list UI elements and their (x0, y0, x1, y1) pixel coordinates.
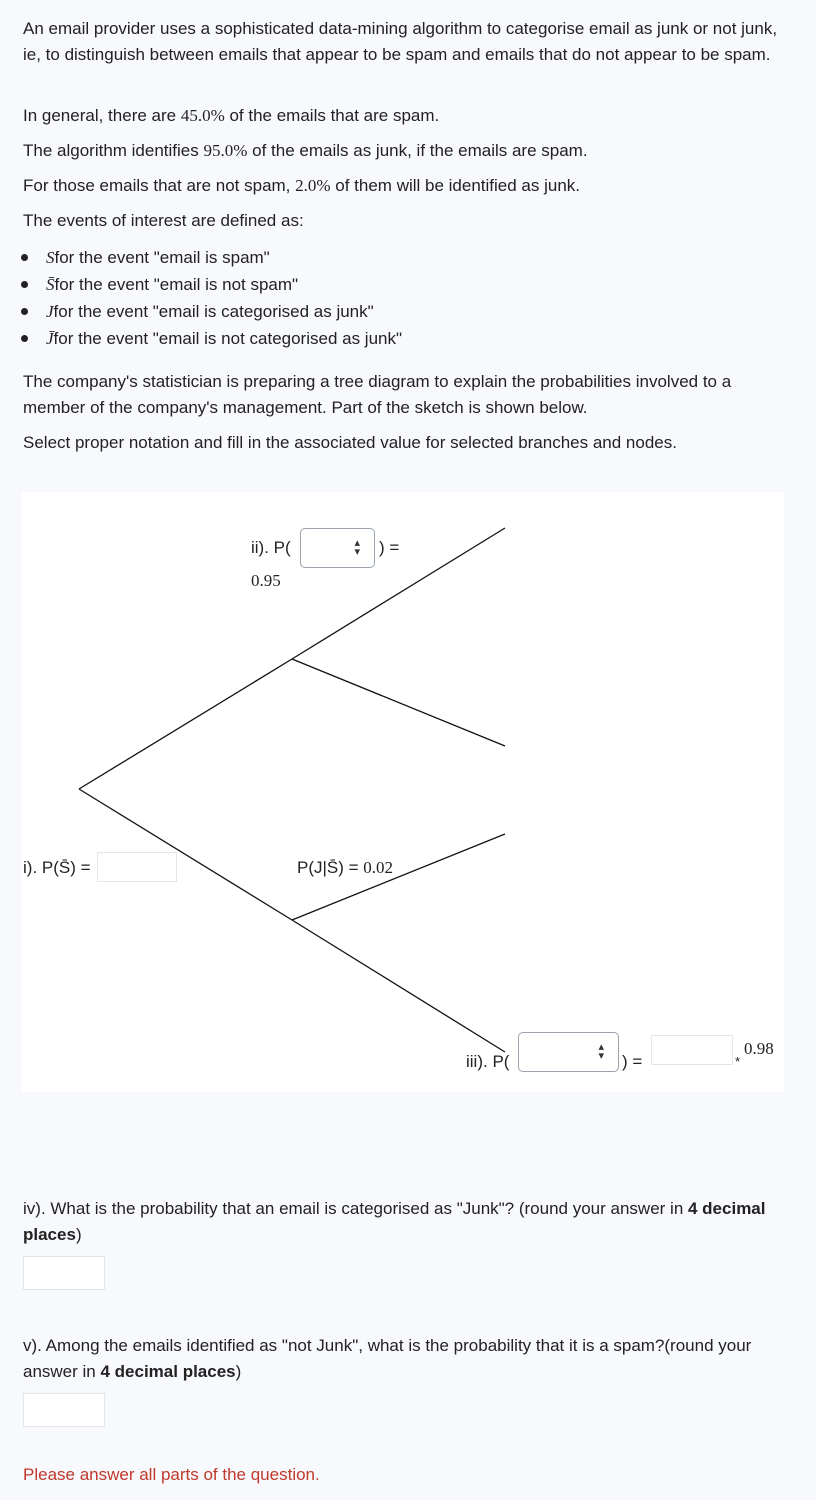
branch-iii-select[interactable] (518, 1032, 619, 1072)
list-item: S̄ for the event "email is not spam" (20, 271, 402, 298)
events-intro: The events of interest are defined as: (23, 211, 304, 230)
branch-i-input[interactable] (97, 852, 177, 882)
list-item: S for the event "email is spam" (20, 244, 402, 271)
select-arrows-icon: ▴ ▾ (354, 537, 360, 558)
statistician-paragraph: The company's statistician is preparing a tree diagram to explain the probabilities involved to a member of the company's management. Part of the sketch is shown below. (23, 372, 732, 417)
answer-v-input[interactable] (23, 1393, 105, 1427)
question-v: v). Among the emails identified as "not Junk", what is the probability that it is a spam?(round your answer in 4 decimal places) (23, 1336, 752, 1381)
question-iv: iv). What is the probability that an email is categorised as "Junk"? (round your answer in 4 decimal places) (23, 1199, 766, 1244)
branch-iii-value: 0.98 (744, 1039, 774, 1058)
branch-iii-input[interactable] (651, 1035, 733, 1065)
intro-paragraph: An email provider uses a sophisticated data-mining algorithm to categorise email as junk or not junk, ie, to distinguish between emails that appear to be spam and emails that do not appear to be spam. (23, 19, 778, 64)
instruction-text: Select proper notation and fill in the associated value for selected branches and nodes. (23, 433, 677, 452)
list-item: J̄ for the event "email is not categorised as junk" (20, 325, 402, 352)
tree-diagram-lines (22, 492, 784, 1092)
false-positive-text: For those emails that are not spam, 2.0% of them will be identified as junk. (23, 176, 581, 195)
branch-i-label: i). P(S̄) = (23, 858, 91, 877)
events-list (20, 244, 402, 352)
branch-ii-select[interactable] (300, 528, 375, 568)
algorithm-rate-text: The algorithm identifies 95.0% of the emails as junk, if the emails are spam. (23, 141, 588, 160)
spam-rate-text: In general, there are 45.0% of the emails that are spam. (23, 106, 440, 125)
branch-ii-label: ii). P( (251, 538, 291, 557)
junk-given-not-spam-label: P(J|S̄) = 0.02 (297, 858, 394, 877)
branch-iii-label: iii). P( (466, 1052, 510, 1071)
answer-iv-input[interactable] (23, 1256, 105, 1290)
branch-iii-marker: * (735, 1054, 741, 1069)
list-item: J for the event "email is categorised as junk" (20, 298, 402, 325)
branch-ii-value: 0.95 (251, 571, 281, 590)
error-message: Please answer all parts of the question. (23, 1465, 320, 1484)
branch-ii-close: ) = (379, 538, 400, 557)
branch-iii-close: ) = (622, 1052, 643, 1071)
tree-diagram-panel (22, 492, 784, 1092)
select-arrows-icon: ▴ ▾ (598, 1041, 604, 1062)
